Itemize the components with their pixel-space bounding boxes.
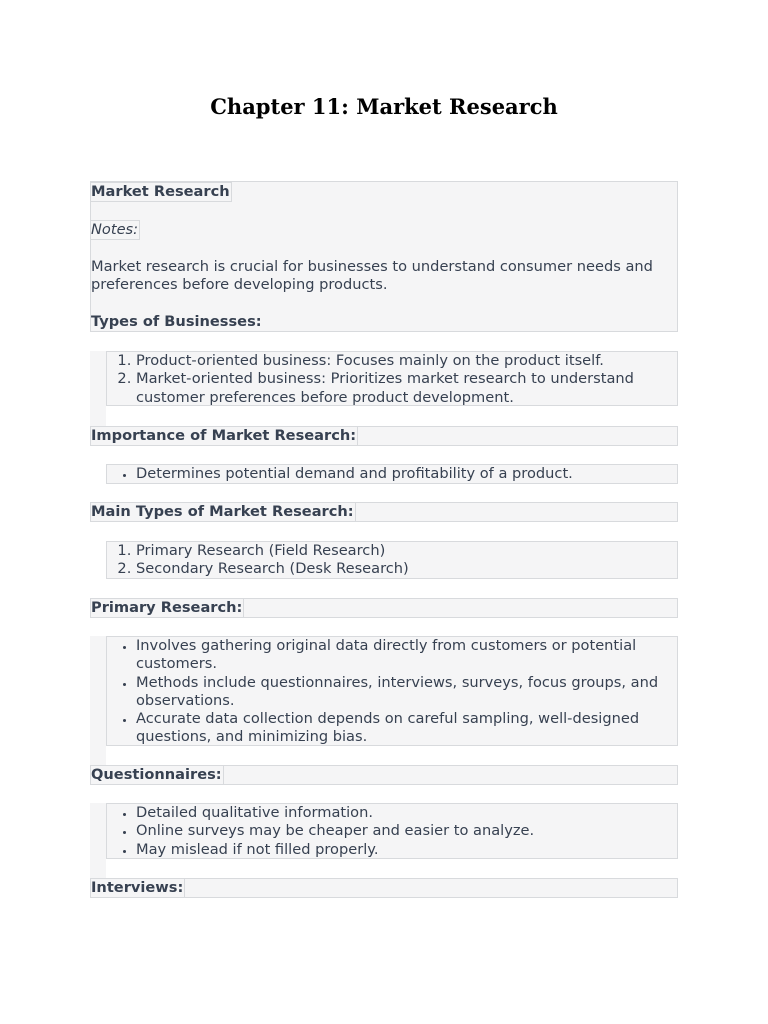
section-heading-market-research: Market Research	[90, 182, 232, 202]
main-types-heading-bar	[90, 502, 678, 522]
list-item: • Online surveys may be cheaper and easier to analyze.	[136, 822, 677, 840]
list-item: • May mislead if not filled properly.	[136, 841, 677, 859]
importance-list	[106, 464, 678, 484]
list-item: 2. Secondary Research (Desk Research)	[136, 560, 677, 578]
list-item: • Methods include questionnaires, interviews, surveys, focus groups, and observations.	[136, 674, 677, 711]
list-gutter	[90, 803, 106, 878]
section-heading-importance: Importance of Market Research:	[91, 427, 357, 444]
section-heading-interviews: Interviews:	[91, 879, 184, 896]
list-item: 2. Market-oriented business: Prioritizes market research to understand customer preferences before product development.	[136, 370, 677, 407]
list-item: • Detailed qualitative information.	[136, 804, 677, 822]
page-title: Chapter 11: Market Research	[210, 94, 558, 119]
list-gutter	[90, 636, 106, 766]
section-heading-types-of-businesses: Types of Businesses:	[91, 313, 262, 330]
primary-research-list	[106, 636, 678, 746]
notes-label: Notes:	[90, 220, 140, 240]
intro-section	[90, 181, 678, 332]
list-item: 1. Primary Research (Field Research)	[136, 542, 677, 560]
questionnaires-heading-bar	[90, 765, 678, 785]
section-heading-questionnaires: Questionnaires:	[91, 766, 222, 783]
list-item: • Involves gathering original data directly from customers or potential customers.	[136, 637, 677, 674]
intro-paragraph: Market research is crucial for businesses to understand consumer needs and preferences before developing products.	[91, 258, 653, 294]
list-item: • Accurate data collection depends on careful sampling, well-designed questions, and minimizing bias.	[136, 710, 677, 747]
importance-heading-bar	[90, 426, 678, 446]
section-heading-primary-research: Primary Research:	[91, 599, 243, 616]
questionnaires-list	[106, 803, 678, 859]
list-item: 1. Product-oriented business: Focuses mainly on the product itself.	[136, 352, 677, 370]
types-of-businesses-list	[106, 351, 678, 406]
interviews-heading-bar	[90, 878, 678, 898]
main-types-list	[106, 541, 678, 579]
list-gutter	[90, 351, 106, 426]
primary-research-heading-bar	[90, 598, 678, 618]
section-heading-main-types: Main Types of Market Research:	[91, 503, 354, 520]
list-item: • Determines potential demand and profitability of a product.	[136, 465, 677, 483]
